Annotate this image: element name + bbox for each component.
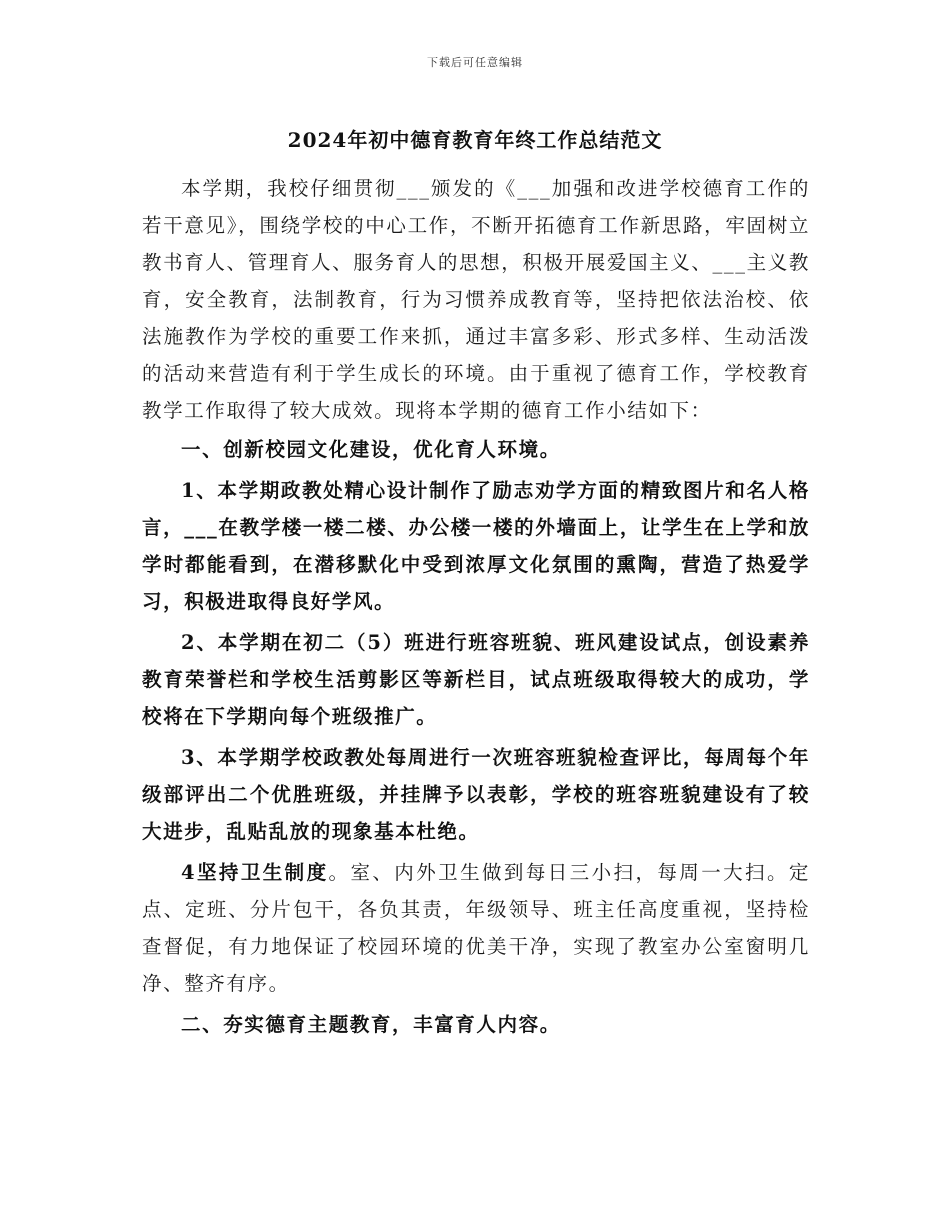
- list-item-4: [142, 854, 810, 1002]
- list-item-4-lead: 4坚持卫生制度: [181, 861, 329, 884]
- document-body: [142, 170, 810, 1043]
- section-heading-2: 二、夯实德育主题教育，丰富育人内容。: [181, 1013, 561, 1036]
- document-title: 2024年初中德育教育年终工作总结范文: [287, 128, 663, 152]
- list-item-3: 3、本学期学校政教处每周进行一次班容班貌检查评比，每周每个年级部评出二个优胜班级，并挂牌予以表彰，学校的班容班貌建设有了较大进步，乱贴乱放的现象基本杜绝。: [142, 746, 810, 843]
- section-heading-1: 一、创新校园文化建设，优化育人环境。: [181, 438, 561, 461]
- list-item-4-text: 。室、内外卫生做到每日三小扫，每周一大扫。定点、定班、分片包干，各负其责，年级领导、班主任高度重视，坚持检查督促，有力地保证了校园环境的优美干净，实现了教室办公室窗明几净、整齐有序。: [142, 861, 810, 995]
- list-item-2: 2、本学期在初二（5）班进行班容班貌、班风建设试点，创设素养教育荣誉栏和学校生活剪影区等新栏目，试点班级取得较大的成功，学校将在下学期向每个班级推广。: [142, 631, 810, 728]
- list-item-1: 1、本学期政教处精心设计制作了励志劝学方面的精致图片和名人格言，___在教学楼一楼二楼、办公楼一楼的外墙面上，让学生在上学和放学时都能看到，在潜移默化中受到浓厚文化氛围的熏陶，营造了热爱学习，积极进取得良好学风。: [142, 479, 810, 613]
- header-note: 下载后可任意编辑: [427, 56, 523, 69]
- intro-paragraph: 本学期，我校仔细贯彻___颁发的《___加强和改进学校德育工作的若干意见》，围绕学校的中心工作，不断开拓德育工作新思路，牢固树立教书育人、管理育人、服务育人的思想，积极开展爱国主义、___主义教育，安全教育，法制教育，行为习惯养成教育等，坚持把依法治校、依法施教作为学校的重要工作来抓，通过丰富多彩、形式多样、生动活泼的活动来营造有利于学生成长的环境。由于重视了德育工作，学校教育教学工作取得了较大成效。现将本学期的德育工作小结如下：: [142, 177, 810, 422]
